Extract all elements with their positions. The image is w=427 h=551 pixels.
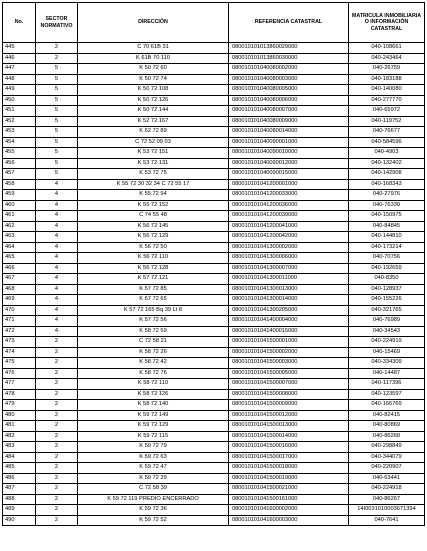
cell-no: 456 (3, 158, 36, 169)
cell-sector: 2 (36, 347, 78, 358)
cell-referencia: 080010101041500002000 (229, 347, 349, 358)
cell-direccion: K 58 72 140 (78, 400, 229, 411)
header-sector: SECTOR NORMATIVO (36, 3, 78, 43)
cell-no: 479 (3, 400, 36, 411)
table-row (3, 484, 425, 495)
cell-matricula: 040-76330 (349, 200, 425, 211)
cell-sector: 5 (36, 148, 78, 159)
cell-referencia: 080010101041500001000 (229, 337, 349, 348)
cell-referencia: 080010101041500003000 (229, 358, 349, 369)
cell-referencia: 080010101041500016000 (229, 442, 349, 453)
cell-no: 481 (3, 421, 36, 432)
table-row (3, 211, 425, 222)
cell-no: 468 (3, 284, 36, 295)
cell-sector: 5 (36, 95, 78, 106)
table-row (3, 95, 425, 106)
cell-matricula: 040-243464 (349, 53, 425, 64)
cell-referencia: 080010101041300011000 (229, 274, 349, 285)
cell-referencia: 080010101013860029000 (229, 43, 349, 54)
cell-referencia: 080010101041200041000 (229, 221, 349, 232)
table-row (3, 127, 425, 138)
cell-matricula: 040-117396 (349, 379, 425, 390)
cell-referencia: 080010101041500018000 (229, 463, 349, 474)
table-row (3, 421, 425, 432)
cell-referencia: 080010101041300002000 (229, 242, 349, 253)
cell-no: 471 (3, 316, 36, 327)
cell-sector: 2 (36, 473, 78, 484)
cell-direccion: K 55 72 30 32 34 C 72 55 17 (78, 179, 229, 190)
table-row (3, 368, 425, 379)
header-row (3, 3, 425, 43)
cell-referencia: 080010101040080002000 (229, 64, 349, 75)
cell-direccion: K 53 72 151 (78, 148, 229, 159)
cell-referencia: 080010101041300006000 (229, 253, 349, 264)
table-row (3, 515, 425, 526)
table-row (3, 410, 425, 421)
cell-direccion: C 70 61B 31 (78, 43, 229, 54)
cell-direccion: C 72 58 21 (78, 337, 229, 348)
cell-no: 461 (3, 211, 36, 222)
table-row (3, 442, 425, 453)
cell-direccion: K 50 72 144 (78, 106, 229, 117)
cell-matricula: 040-344079 (349, 452, 425, 463)
cell-sector: 5 (36, 85, 78, 96)
cell-no: 488 (3, 494, 36, 505)
cell-sector: 5 (36, 116, 78, 127)
cell-no: 464 (3, 242, 36, 253)
cell-sector: 5 (36, 64, 78, 75)
cell-matricula: 040-76677 (349, 127, 425, 138)
header-referencia: REFERENCIA CATASTRAL (229, 3, 349, 43)
table-row (3, 116, 425, 127)
cell-referencia: 080010101041600002000 (229, 505, 349, 516)
cell-matricula: 040-108661 (349, 43, 425, 54)
cell-no: 448 (3, 74, 36, 85)
cell-direccion: K 57 72 165 Bq 39 Lt 8 (78, 305, 229, 316)
cell-referencia: 080010101040080006000 (229, 95, 349, 106)
table-row (3, 358, 425, 369)
cell-matricula: 040-142908 (349, 169, 425, 180)
cell-direccion: K 57 72 56 (78, 316, 229, 327)
cell-referencia: 080010101041500012000 (229, 410, 349, 421)
cell-no: 447 (3, 64, 36, 75)
cell-no: 452 (3, 116, 36, 127)
cell-referencia: 080010101041200033000 (229, 190, 349, 201)
table-header (3, 3, 425, 43)
cell-referencia: 080010101041200001000 (229, 179, 349, 190)
cell-direccion: K 57 72 65 (78, 295, 229, 306)
cell-sector: 2 (36, 410, 78, 421)
table-row (3, 379, 425, 390)
table-row (3, 337, 425, 348)
table-row (3, 284, 425, 295)
cell-direccion: K 59 72 149 (78, 410, 229, 421)
cell-referencia: 080010101041500021000 (229, 484, 349, 495)
cell-referencia: 080010101041300007000 (229, 263, 349, 274)
table-row (3, 64, 425, 75)
cell-referencia: 080010101040090001000 (229, 137, 349, 148)
cell-referencia: 080010101040090015000 (229, 169, 349, 180)
table-row (3, 326, 425, 337)
table-row (3, 463, 425, 474)
cell-no: 458 (3, 179, 36, 190)
cell-sector: 4 (36, 284, 78, 295)
cell-matricula: 040-123597 (349, 389, 425, 400)
table-row (3, 169, 425, 180)
cell-matricula: 040-4903 (349, 148, 425, 159)
cell-no: 450 (3, 95, 36, 106)
cell-matricula: 040-119752 (349, 116, 425, 127)
cell-referencia: 080010101041200039000 (229, 211, 349, 222)
cell-direccion: C 74 55 48 (78, 211, 229, 222)
cell-referencia: 080010101040080014000 (229, 127, 349, 138)
cell-no: 475 (3, 358, 36, 369)
cell-direccion: K 59 72 119 PREDIO ENCERRADO (78, 494, 229, 505)
cell-matricula: 040-63441 (349, 473, 425, 484)
cell-direccion: K 52 72 167 (78, 116, 229, 127)
cell-sector: 2 (36, 484, 78, 495)
table-row (3, 494, 425, 505)
table-row (3, 43, 425, 54)
cell-referencia: 080010101040080009000 (229, 116, 349, 127)
cell-matricula: 040-128937 (349, 284, 425, 295)
cell-direccion: K 59 72 79 (78, 442, 229, 453)
cell-sector: 2 (36, 505, 78, 516)
table-row (3, 158, 425, 169)
cell-direccion: K 59 72 29 (78, 473, 229, 484)
cell-matricula: 040-183188 (349, 74, 425, 85)
cell-sector: 4 (36, 211, 78, 222)
table-row (3, 473, 425, 484)
cell-matricula: 040-155226 (349, 295, 425, 306)
header-matricula: MATRICULA INMOBILIARIA O INFORMACIÓN CATASTRAL (349, 3, 425, 43)
cell-no: 466 (3, 263, 36, 274)
cell-matricula: 040-168343 (349, 179, 425, 190)
cell-referencia: 080010101013860030000 (229, 53, 349, 64)
cell-sector: 2 (36, 463, 78, 474)
cell-matricula: 040-86267 (349, 494, 425, 505)
cell-direccion: K 55 72 152 (78, 200, 229, 211)
cell-sector: 5 (36, 106, 78, 117)
table-row (3, 221, 425, 232)
cell-direccion: K 61B 70 110 (78, 53, 229, 64)
cell-referencia: 080010101041500013000 (229, 421, 349, 432)
cell-no: 482 (3, 431, 36, 442)
table-row (3, 85, 425, 96)
cell-matricula: 040-76989 (349, 316, 425, 327)
cell-matricula: 040-86268 (349, 431, 425, 442)
table-row (3, 179, 425, 190)
cell-referencia: 080010101041600003000 (229, 515, 349, 526)
cell-sector: 5 (36, 127, 78, 138)
cell-no: 463 (3, 232, 36, 243)
cell-direccion: C 72 58 39 (78, 484, 229, 495)
cell-direccion: K 55 72 94 (78, 190, 229, 201)
cell-direccion: K 58 72 59 (78, 326, 229, 337)
cell-referencia: 080010101041200036000 (229, 200, 349, 211)
cell-sector: 2 (36, 53, 78, 64)
cell-matricula: 040-150975 (349, 211, 425, 222)
cell-referencia: 080010101041300205000 (229, 305, 349, 316)
table-row (3, 242, 425, 253)
cell-direccion: K 56 72 50 (78, 242, 229, 253)
table-row (3, 400, 425, 411)
cell-sector: 2 (36, 368, 78, 379)
cell-sector: 2 (36, 337, 78, 348)
cell-matricula: 040-26759 (349, 64, 425, 75)
cell-direccion: K 58 72 42 (78, 358, 229, 369)
cell-no: 449 (3, 85, 36, 96)
cell-referencia: 080010101040090010000 (229, 148, 349, 159)
table-row (3, 148, 425, 159)
cell-sector: 5 (36, 74, 78, 85)
cell-sector: 2 (36, 515, 78, 526)
cell-sector: 4 (36, 305, 78, 316)
table-row (3, 505, 425, 516)
table-row (3, 106, 425, 117)
cell-sector: 2 (36, 379, 78, 390)
cell-matricula: 040-132402 (349, 158, 425, 169)
cell-matricula: 040-70756 (349, 253, 425, 264)
cell-referencia: 080010101041500161000 (229, 494, 349, 505)
cell-sector: 4 (36, 242, 78, 253)
table-row (3, 53, 425, 64)
cell-no: 445 (3, 43, 36, 54)
cell-matricula: 040-173214 (349, 242, 425, 253)
cell-matricula: 040-15469 (349, 347, 425, 358)
cell-no: 467 (3, 274, 36, 285)
cell-no: 472 (3, 326, 36, 337)
cell-matricula: 040-80869 (349, 421, 425, 432)
cell-sector: 2 (36, 494, 78, 505)
cell-referencia: 080010101040080007000 (229, 106, 349, 117)
cell-matricula: 040-82415 (349, 410, 425, 421)
cell-sector: 4 (36, 232, 78, 243)
table-row (3, 295, 425, 306)
cell-no: 453 (3, 127, 36, 138)
cell-direccion: K 59 72 63 (78, 452, 229, 463)
cell-referencia: 080010101041300013000 (229, 284, 349, 295)
cell-referencia: 080010101041500005000 (229, 368, 349, 379)
cell-sector: 4 (36, 326, 78, 337)
cell-referencia: 080010101041400015000 (229, 326, 349, 337)
cell-matricula: 040-140080 (349, 85, 425, 96)
cell-direccion: K 59 72 36 (78, 505, 229, 516)
cell-sector: 2 (36, 43, 78, 54)
cell-direccion: K 59 72 52 (78, 515, 229, 526)
cell-direccion: K 56 72 145 (78, 221, 229, 232)
header-no: No. (3, 3, 36, 43)
cell-direccion: K 56 72 128 (78, 263, 229, 274)
cell-sector: 4 (36, 263, 78, 274)
table-row (3, 274, 425, 285)
cell-direccion: K 58 72 76 (78, 368, 229, 379)
cell-no: 477 (3, 379, 36, 390)
cell-sector: 4 (36, 221, 78, 232)
cell-referencia: 080010101041500014000 (229, 431, 349, 442)
cell-direccion: K 57 72 85 (78, 284, 229, 295)
cell-no: 486 (3, 473, 36, 484)
cell-matricula: 040-27976 (349, 190, 425, 201)
cell-direccion: K 53 72 131 (78, 158, 229, 169)
cell-referencia: 080010101041200042000 (229, 232, 349, 243)
cell-referencia: 080010101041400004000 (229, 316, 349, 327)
cell-no: 487 (3, 484, 36, 495)
header-direccion: DIRECCIÓN (78, 3, 229, 43)
cell-no: 459 (3, 190, 36, 201)
cell-matricula: 040-192659 (349, 263, 425, 274)
cell-direccion: K 52 72 89 (78, 127, 229, 138)
cell-referencia: 080010101041500017000 (229, 452, 349, 463)
cell-direccion: K 50 72 126 (78, 95, 229, 106)
cell-sector: 2 (36, 400, 78, 411)
table-row (3, 232, 425, 243)
cell-direccion: K 50 72 108 (78, 85, 229, 96)
cell-no: 483 (3, 442, 36, 453)
cell-referencia: 080010101040090012000 (229, 158, 349, 169)
cell-matricula: 040-166769 (349, 400, 425, 411)
cell-sector: 4 (36, 200, 78, 211)
cell-direccion: K 56 72 110 (78, 253, 229, 264)
cell-direccion: K 50 72 60 (78, 64, 229, 75)
cell-sector: 4 (36, 253, 78, 264)
cell-matricula: 040-220907 (349, 463, 425, 474)
cell-referencia: 080010101041500009000 (229, 400, 349, 411)
cell-sector: 5 (36, 137, 78, 148)
cell-sector: 5 (36, 158, 78, 169)
cell-matricula: 040-321765 (349, 305, 425, 316)
cell-matricula: 040-65972 (349, 106, 425, 117)
cell-no: 469 (3, 295, 36, 306)
cell-no: 460 (3, 200, 36, 211)
cell-no: 473 (3, 337, 36, 348)
cell-no: 474 (3, 347, 36, 358)
cell-no: 485 (3, 463, 36, 474)
table-row (3, 305, 425, 316)
cell-direccion: C 72 52 09 03 (78, 137, 229, 148)
cell-no: 489 (3, 505, 36, 516)
cell-matricula: 040-144810 (349, 232, 425, 243)
cell-sector: 2 (36, 431, 78, 442)
table-row (3, 263, 425, 274)
table-row (3, 347, 425, 358)
cell-matricula: 040-584596 (349, 137, 425, 148)
cell-referencia: 080010101041500008000 (229, 389, 349, 400)
cell-sector: 2 (36, 421, 78, 432)
cell-matricula: 040-277770 (349, 95, 425, 106)
cell-sector: 4 (36, 190, 78, 201)
cell-direccion: K 50 72 74 (78, 74, 229, 85)
cell-matricula: 040-84845 (349, 221, 425, 232)
cell-matricula: 040-8350 (349, 274, 425, 285)
cell-no: 462 (3, 221, 36, 232)
cell-direccion: K 56 72 129 (78, 232, 229, 243)
cell-no: 490 (3, 515, 36, 526)
cell-no: 455 (3, 148, 36, 159)
cell-referencia: 080010101041300014000 (229, 295, 349, 306)
property-table (2, 2, 425, 526)
cell-direccion: K 58 72 26 (78, 347, 229, 358)
cell-no: 451 (3, 106, 36, 117)
cell-no: 446 (3, 53, 36, 64)
cell-sector: 2 (36, 358, 78, 369)
cell-no: 478 (3, 389, 36, 400)
cell-matricula: 040-34543 (349, 326, 425, 337)
cell-direccion: K 59 72 115 (78, 431, 229, 442)
cell-sector: 4 (36, 316, 78, 327)
table-row (3, 431, 425, 442)
cell-sector: 2 (36, 442, 78, 453)
table-row (3, 137, 425, 148)
cell-direccion: K 58 72 126 (78, 389, 229, 400)
cell-matricula: 040-224918 (349, 484, 425, 495)
cell-sector: 4 (36, 274, 78, 285)
cell-matricula: 040-334309 (349, 358, 425, 369)
cell-sector: 5 (36, 169, 78, 180)
cell-matricula: 040-14487 (349, 368, 425, 379)
cell-direccion: K 53 72 75 (78, 169, 229, 180)
cell-referencia: 080010101040080003000 (229, 74, 349, 85)
cell-sector: 4 (36, 295, 78, 306)
cell-no: 465 (3, 253, 36, 264)
table-row (3, 253, 425, 264)
cell-no: 484 (3, 452, 36, 463)
cell-referencia: 080010101041500019000 (229, 473, 349, 484)
table-row (3, 389, 425, 400)
cell-no: 470 (3, 305, 36, 316)
cell-matricula: 14I0031010003671394 (349, 505, 425, 516)
cell-direccion: K 58 72 110 (78, 379, 229, 390)
cell-referencia: 080010101040080005000 (229, 85, 349, 96)
table-row (3, 316, 425, 327)
cell-sector: 2 (36, 389, 78, 400)
table-row (3, 190, 425, 201)
cell-referencia: 080010101041500007000 (229, 379, 349, 390)
cell-matricula: 040-224919 (349, 337, 425, 348)
cell-no: 457 (3, 169, 36, 180)
table-row (3, 200, 425, 211)
table-row (3, 452, 425, 463)
cell-matricula: 040-298849 (349, 442, 425, 453)
cell-direccion: K 59 72 47 (78, 463, 229, 474)
table-body (3, 43, 425, 526)
cell-no: 480 (3, 410, 36, 421)
cell-direccion: K 59 72 129 (78, 421, 229, 432)
table-row (3, 74, 425, 85)
cell-matricula: 040-7641 (349, 515, 425, 526)
cell-no: 476 (3, 368, 36, 379)
cell-sector: 2 (36, 452, 78, 463)
cell-sector: 4 (36, 179, 78, 190)
cell-no: 454 (3, 137, 36, 148)
cell-direccion: K 57 72 121 (78, 274, 229, 285)
